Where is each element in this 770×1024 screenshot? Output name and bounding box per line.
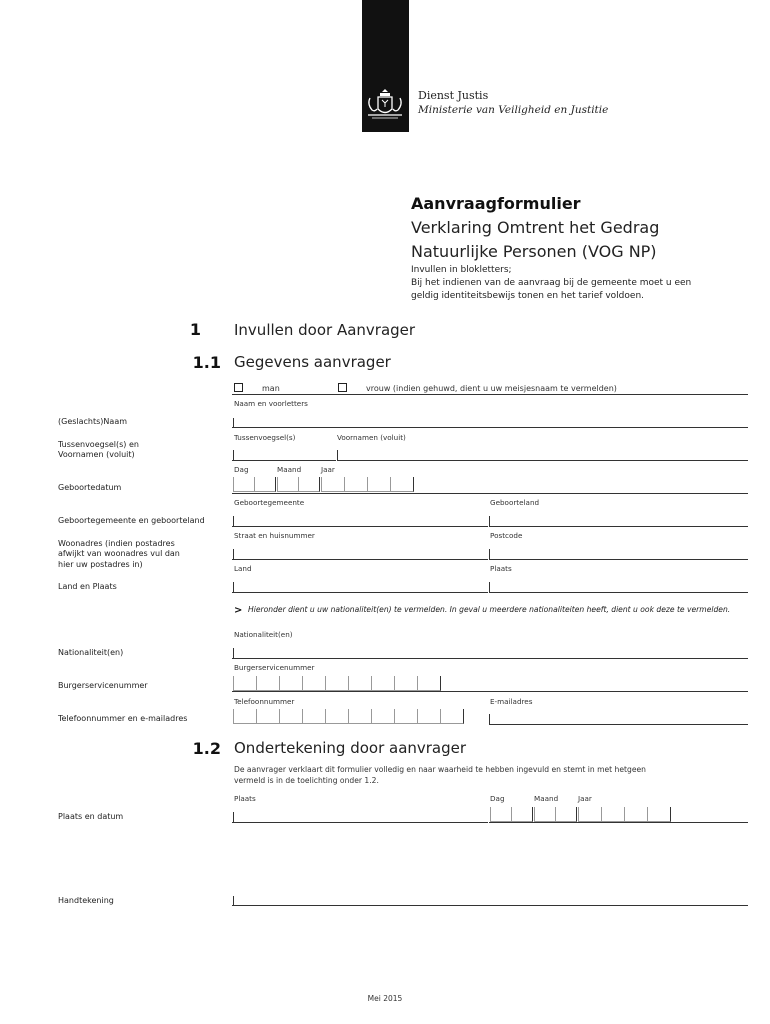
label-bsn: Burgerservicenummer: [58, 681, 148, 690]
geboortedatum-maand-boxes[interactable]: [277, 474, 320, 492]
field-postcode-label: Postcode: [490, 531, 523, 540]
field-tick: [233, 648, 234, 658]
nationaliteit-note: Hieronder dient u uw nationaliteit(en) te vermelden. In geval u meerdere nationaliteiten heeft, dient u ook deze te vermelden.: [248, 605, 731, 614]
geboortegemeente-input[interactable]: [232, 526, 488, 527]
handtekening-input[interactable]: [232, 905, 748, 906]
field-plaats-sign-label: Plaats: [234, 794, 256, 803]
field-telefoon-label: Telefoonnummer: [234, 697, 295, 706]
tussenvoegsel-input[interactable]: [232, 460, 336, 461]
plaats-input[interactable]: [489, 592, 748, 593]
ministry-name: Ministerie van Veiligheid en Justitie: [418, 104, 609, 116]
divider-line: [489, 822, 748, 823]
section-1-1-number: 1.1: [192, 353, 221, 372]
section-1-2-title: Ondertekening door aanvrager: [234, 739, 467, 757]
field-naam-label: Naam en voorletters: [234, 399, 308, 408]
divider-line: [232, 691, 748, 692]
sign-jaar-boxes[interactable]: [578, 804, 671, 822]
declaration-line-1: De aanvrager verklaart dit formulier volledig en naar waarheid te hebben ingevuld en stemt in met hetgeen: [234, 765, 646, 774]
label-landplaats: Land en Plaats: [58, 582, 117, 591]
field-jaar-label: Jaar: [321, 465, 335, 474]
field-geboorteland-label: Geboorteland: [490, 498, 540, 507]
nationaliteit-input[interactable]: [232, 658, 748, 659]
crest-icon: [364, 86, 406, 122]
field-dag-sign-label: Dag: [490, 794, 505, 803]
divider-line: [232, 394, 748, 395]
label-woonadres-1: Woonadres (indien postadres: [58, 539, 175, 548]
form-subtitle-2: Natuurlijke Personen (VOG NP): [411, 242, 657, 261]
label-telefoon: Telefoonnummer en e-mailadres: [58, 714, 188, 723]
label-geboorteplaats: Geboortegemeente en geboorteland: [58, 516, 205, 525]
label-woonadres-3: hier uw postadres in): [58, 560, 143, 569]
instruction-2: Bij het indienen van de aanvraag bij de gemeente moet u een: [411, 278, 692, 288]
field-tick: [233, 450, 234, 460]
field-plaats-label: Plaats: [490, 564, 512, 573]
form-title: Aanvraagformulier: [411, 194, 581, 213]
label-naam: (Geslachts)Naam: [58, 417, 128, 426]
geboorteland-input[interactable]: [489, 526, 748, 527]
straat-input[interactable]: [232, 559, 488, 560]
note-arrow-icon: >: [234, 605, 243, 616]
plaats-sign-input[interactable]: [232, 822, 488, 823]
footer-date: Mei 2015: [367, 994, 403, 1003]
naam-input[interactable]: [232, 427, 748, 428]
label-plaats-datum: Plaats en datum: [58, 812, 124, 821]
field-tussenvoegsel-label: Tussenvoegsel(s): [234, 433, 296, 442]
org-name: Dienst Justis: [418, 89, 489, 102]
field-jaar-sign-label: Jaar: [578, 794, 592, 803]
geboortedatum-jaar-boxes[interactable]: [321, 474, 414, 492]
field-tick: [489, 714, 490, 724]
telefoon-boxes[interactable]: [233, 706, 464, 724]
field-maand-label: Maand: [277, 465, 302, 474]
field-tick: [233, 549, 234, 559]
section-1-2-number: 1.2: [192, 739, 221, 758]
field-tick: [233, 812, 234, 822]
instruction-3: geldig identiteitsbewijs tonen en het tarief voldoen.: [411, 291, 645, 301]
field-email-label: E-mailadres: [490, 697, 533, 706]
sign-dag-boxes[interactable]: [490, 804, 533, 822]
section-1-number: 1: [189, 320, 201, 339]
section-1-title: Invullen door Aanvrager: [234, 321, 416, 339]
label-voornamen-2: Voornamen (voluit): [58, 450, 135, 459]
gender-vrouw-label: vrouw (indien gehuwd, dient u uw meisjesnaam te vermelden): [366, 384, 617, 393]
sign-maand-boxes[interactable]: [534, 804, 577, 822]
instruction-1: Invullen in blokletters;: [411, 265, 512, 275]
field-bsn-label: Burgerservicenummer: [234, 663, 315, 672]
label-geboortedatum: Geboortedatum: [58, 483, 122, 492]
label-nationaliteit: Nationaliteit(en): [58, 648, 124, 657]
field-tick: [489, 582, 490, 592]
field-voornamen-label: Voornamen (voluit): [337, 433, 406, 442]
field-tick: [489, 549, 490, 559]
field-tick: [337, 450, 338, 460]
declaration-line-2: vermeld is in de toelichting onder 1.2.: [234, 776, 379, 785]
gender-vrouw-checkbox[interactable]: [338, 383, 347, 392]
divider-line: [232, 493, 748, 494]
field-straat-label: Straat en huisnummer: [234, 531, 315, 540]
field-dag-label: Dag: [234, 465, 249, 474]
field-tick: [489, 516, 490, 526]
geboortedatum-dag-boxes[interactable]: [233, 474, 276, 492]
land-input[interactable]: [232, 592, 488, 593]
postcode-input[interactable]: [489, 559, 748, 560]
field-land-label: Land: [234, 564, 252, 573]
email-input[interactable]: [489, 724, 748, 725]
label-handtekening: Handtekening: [58, 896, 114, 905]
section-1-1-title: Gegevens aanvrager: [234, 353, 391, 371]
bsn-boxes[interactable]: [233, 673, 441, 691]
field-geboortegemeente-label: Geboortegemeente: [234, 498, 305, 507]
field-tick: [233, 582, 234, 592]
label-woonadres-2: afwijkt van woonadres vul dan: [58, 549, 180, 558]
gender-man-checkbox[interactable]: [234, 383, 243, 392]
gender-man-label: man: [262, 384, 280, 393]
field-maand-sign-label: Maand: [534, 794, 559, 803]
field-nationaliteit-label: Nationaliteit(en): [234, 630, 293, 639]
voornamen-input[interactable]: [337, 460, 748, 461]
label-voornamen-1: Tussenvoegsel(s) en: [58, 440, 139, 449]
form-subtitle-1: Verklaring Omtrent het Gedrag: [411, 218, 660, 237]
field-tick: [233, 516, 234, 526]
